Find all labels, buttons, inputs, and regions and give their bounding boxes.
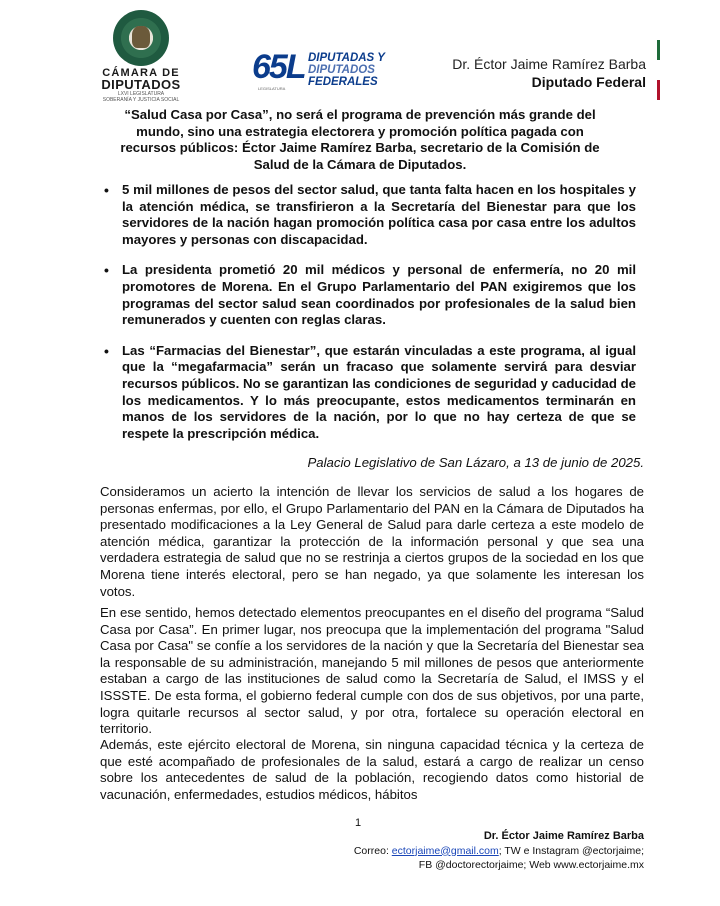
legislature-sub: LEGISLATURA xyxy=(258,86,286,91)
footer-name: Dr. Éctor Jaime Ramírez Barba xyxy=(483,830,644,842)
page-number: 1 xyxy=(355,817,362,829)
deputy-title: Diputado Federal xyxy=(531,74,646,90)
flag-stripe xyxy=(657,40,660,100)
letterhead xyxy=(0,0,720,105)
logo-line-1: CÁMARA DE xyxy=(102,67,180,79)
legislature-text xyxy=(308,52,385,88)
bullet-item: • Las “Farmacias del Bienestar”, que estarán vinculadas a este programa, al igual que la “megafarmacia” serán un fracaso que solamente servirá para desviar recursos públicos. No se garantizan las condiciones de seguridad y caducidad de los medicamentos. Y lo más preocupante, estos medicamentos terminarán en manos de los servidores de la nación, por lo que no hay certeza de que se respete la prescripción médica. xyxy=(100,343,636,443)
logo-line-3: LXVI LEGISLATURA xyxy=(117,91,165,97)
place-date: Palacio Legislativo de San Lázaro, a 13 de junio de 2025. xyxy=(307,455,644,470)
social-handles: ; TW e Instagram @ectorjaime; xyxy=(498,844,644,857)
legislature-number: 65L xyxy=(252,48,305,86)
footer xyxy=(354,829,644,873)
legislature-line-3: FEDERALES xyxy=(308,76,378,88)
flag-red-segment xyxy=(657,80,660,100)
logo-line-2: DIPUTADOS xyxy=(101,77,181,92)
headline: “Salud Casa por Casa”, no será el programa de prevención más grande del mundo, sino una estrategia electorera y promoción política pagada con recursos públicos: Éctor Jaime Ramírez Barba, secretario de la Comisión de Salud de la Cámara de Diputados. xyxy=(120,107,600,172)
logo-line-4: SOBERANÍA Y JUSTICIA SOCIAL xyxy=(102,97,180,103)
legislature-line-1: DIPUTADAS Y xyxy=(308,52,385,64)
deputy-name: Dr. Éctor Jaime Ramírez Barba xyxy=(452,56,646,72)
eagle-seal-icon xyxy=(113,10,169,66)
legislature-line-2: DIPUTADOS xyxy=(308,64,375,76)
key-points-list xyxy=(100,182,636,456)
email-label: Correo: xyxy=(353,844,392,857)
bullet-item: • La presidenta prometió 20 mil médicos y personal de enfermería, no 20 mil promotores de Morena. En el Grupo Parlamentario del PAN exigiremos que los programas del sector salud sean coordinados por profesionales de la salud bien remunerados y cuenten con reglas claras. xyxy=(100,262,636,328)
deputy-block xyxy=(452,56,646,90)
flag-green-segment xyxy=(657,40,660,60)
email-link[interactable]: ectorjaime@gmail.com xyxy=(391,844,499,857)
footer-web-line: FB @doctorectorjaime; Web www.ectorjaime.mx xyxy=(418,859,644,871)
body-paragraph: En ese sentido, hemos detectado elementos preocupantes en el diseño del programa “Salud Casa por Casa”. En primer lugar, nos preocupa que la implementación del programa "Salud Casa por Casa" se confíe a los servidores de la nación y que la Secretaría del Bienestar sea la responsable de su administración, manejando 5 mil millones de pesos que anteriormente estaban a cargo de las instituciones de salud como la Secretaría de Salud, el IMSS y el ISSSTE. De esta forma, el gobierno federal cumple con dos de sus objetivos, por una parte, logra quitarle recursos al sector salud, y por otra, fortalece su operación electoral en territorio. xyxy=(100,605,644,737)
bullet-item: • 5 mil millones de pesos del sector salud, que tanta falta hacen en los hospitales y la atención médica, se transfirieron a la Secretaría del Bienestar para que los servidores de la nación hagan promoción política casa por casa entre los adultos mayores y personas con discapacidad. xyxy=(100,182,636,248)
body-paragraph: Consideramos un acierto la intención de llevar los servicios de salud a los hogares de personas enfermas, por ello, el Grupo Parlamentario del PAN en la Cámara de Diputados ha presentado modificaciones a la Ley General de Salud para darle certeza a este modelo de atención médica, garantizar la protección de la información personal y que sea una verdadera estrategia de salud que no se restrinja a ciertos grupos de la sociedad en los que Morena tiene interés electoral, pero se han negado, ya que solamente les interesan los votos. xyxy=(100,484,644,599)
body-paragraph: Además, este ejército electoral de Morena, sin ninguna capacidad técnica y la certeza de que esté acompañado de profesionales de la salud, estará a cargo de realizar un censo sobre los antecedentes de salud de la población, recogiendo datos como historial de vacunación, enfermedades, estudios médicos, hábitos xyxy=(100,737,644,802)
camara-de-diputados-logo xyxy=(96,10,186,103)
legislature-logo xyxy=(252,48,412,94)
footer-contact-line xyxy=(354,844,644,859)
